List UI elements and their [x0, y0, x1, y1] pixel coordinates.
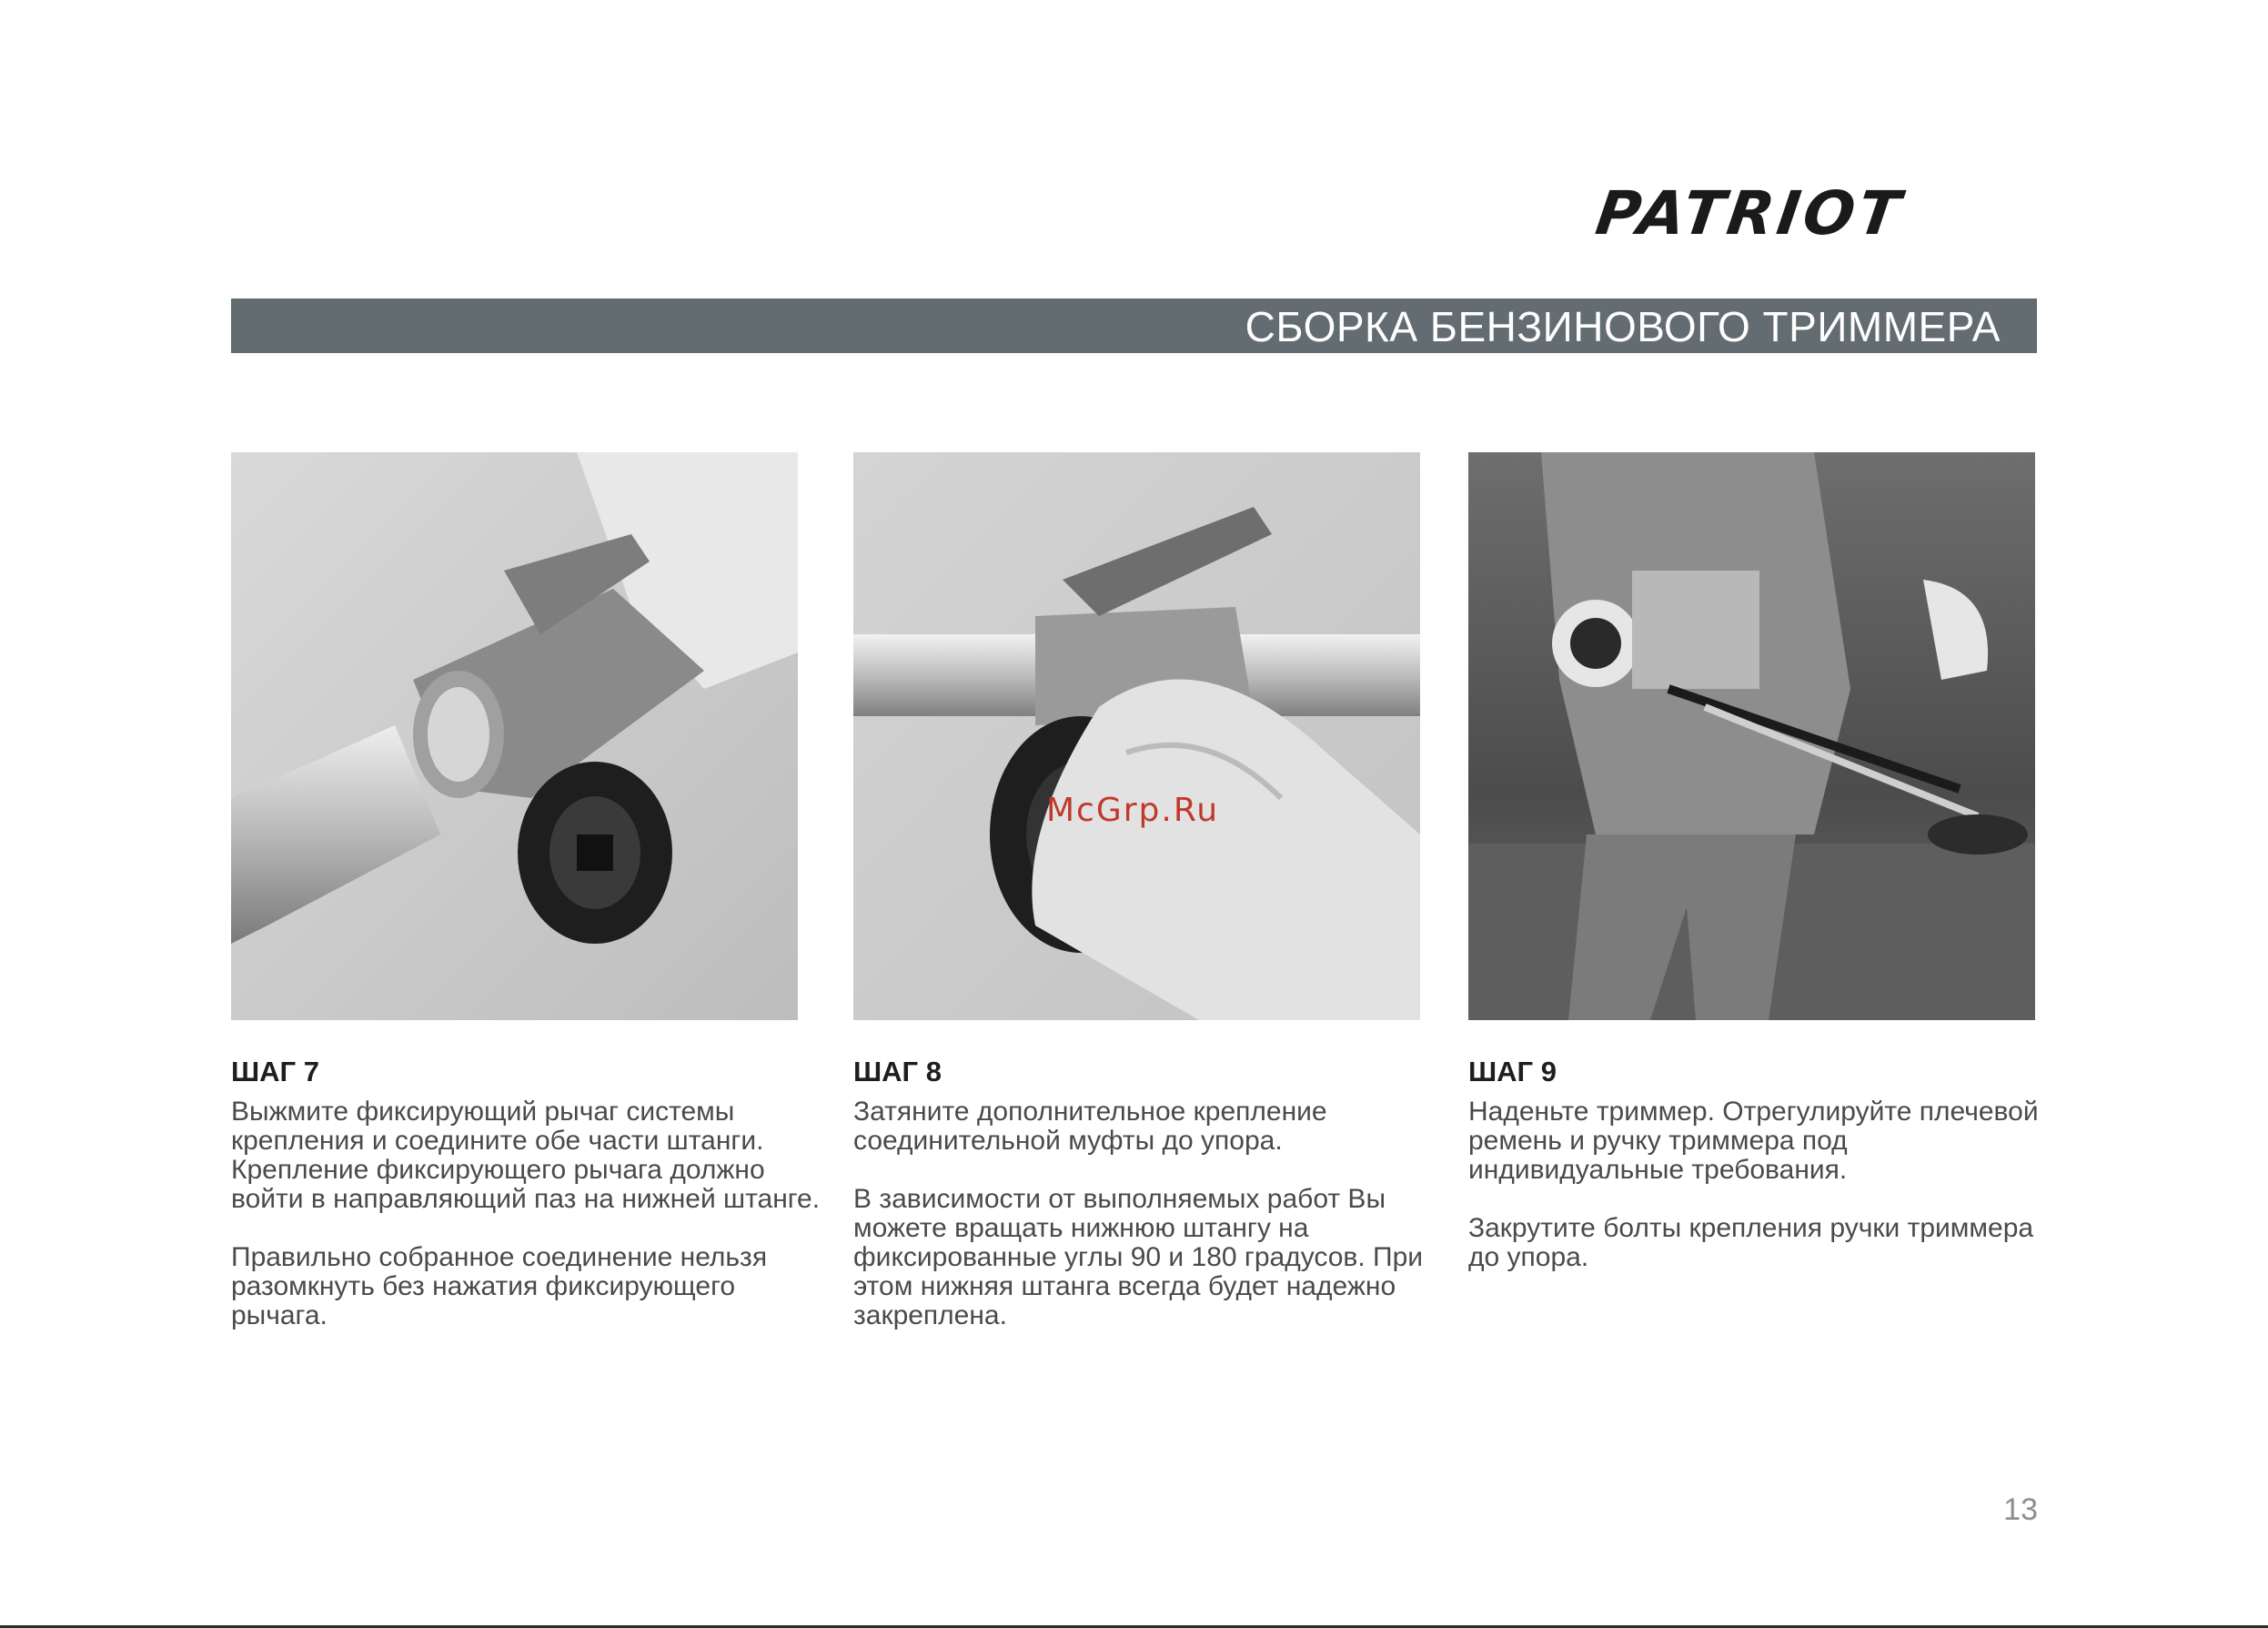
patriot-logo: PATRIOT — [1591, 178, 1909, 248]
step-8-text — [853, 1056, 1436, 1360]
page-number: 13 — [2003, 1492, 2038, 1527]
step-9-paragraph-1: Наденьте триммер. Отрегулируйте плечевой ремень и ручку триммера под индивидуальные требования. — [1468, 1097, 2039, 1185]
step-9-title: ШАГ 9 — [1468, 1056, 1557, 1087]
step-8-paragraph-1: Затяните дополнительное крепление соединительной муфты до упора. — [853, 1097, 1327, 1156]
step-9-photo — [1468, 452, 2035, 1020]
step-9-paragraph-2: Закрутите болты крепления ручки триммера до упора. — [1468, 1213, 2034, 1272]
section-banner — [231, 298, 2037, 353]
step-7-title: ШАГ 7 — [231, 1056, 319, 1087]
step-7-text — [231, 1056, 832, 1360]
step-7-paragraph-1: Выжмите фиксирующий рычаг системы крепления и соедините обе части штанги. Крепление фиксирующего рычага должно войти в направляющий паз на нижней штанге. — [231, 1097, 821, 1214]
step-8-paragraph-2: В зависимости от выполняемых работ Вы можете вращать нижнюю штангу на фиксированные углы 90 и 180 градусов. При этом нижняя штанга всегда будет надежно закреплена. — [853, 1184, 1424, 1330]
step-8-title: ШАГ 8 — [853, 1056, 942, 1087]
step-8-photo — [853, 452, 1420, 1020]
step-7-paragraph-2: Правильно собранное соединение нельзя разомкнуть без нажатия фиксирующего рычага. — [231, 1242, 768, 1330]
section-title: СБОРКА БЕНЗИНОВОГО ТРИММЕРА — [1245, 303, 2001, 350]
watermark: McGrp.Ru — [1046, 792, 1220, 829]
step-9-text — [1468, 1056, 2041, 1301]
step-7-photo — [231, 452, 798, 1020]
